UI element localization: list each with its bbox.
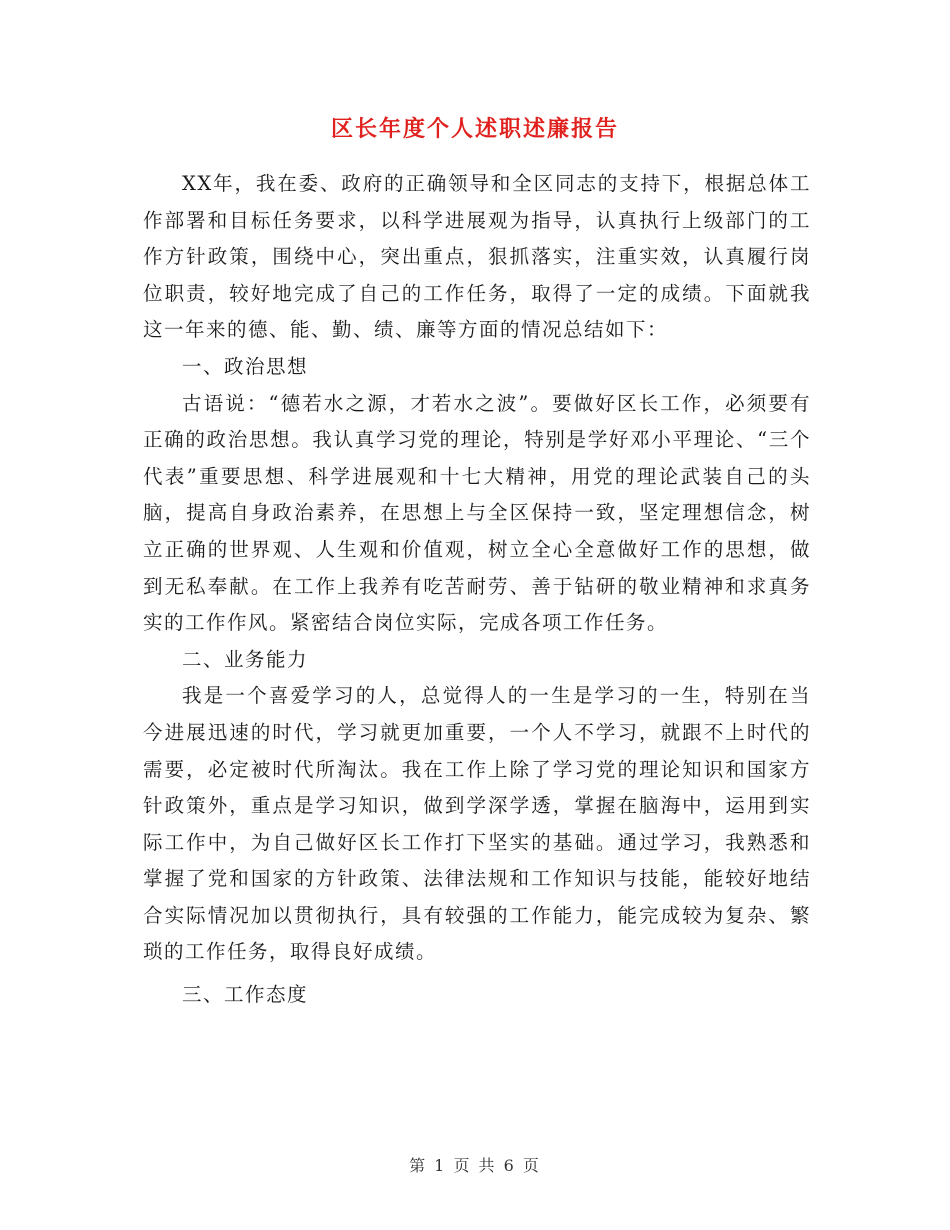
document-body xyxy=(143,166,811,1014)
page-number-footer: 第 1 页 共 6 页 xyxy=(409,1156,541,1175)
document-title: 区长年度个人述职述廉报告 xyxy=(330,116,619,142)
section-heading-ability: 二、业务能力 xyxy=(182,647,309,671)
intro-paragraph: XX年，我在委、政府的正确领导和全区同志的支持下，根据总体工作部署和目标任务要求，以科学进展观为指导，认真执行上级部门的工作方针政策，围绕中心，突出重点，狠抓落实，注重实效，认真履行岗位职责，较好地完成了自己的工作任务，取得了一定的成绩。下面就我这一年来的德、能、勤、绩、廉等方面的情况总结如下： xyxy=(143,172,811,342)
section-heading-politics: 一、政治思想 xyxy=(182,354,309,378)
section-heading-attitude: 三、工作态度 xyxy=(182,983,309,1007)
politics-paragraph: 古语说：“德若水之源，才若水之波”。要做好区长工作，必须要有正确的政治思想。我认真学习党的理论，特别是学好邓小平理论、“三个代表”重要思想、科学进展观和十七大精神，用党的理论武装自己的头脑，提高自身政治素养，在思想上与全区保持一致，坚定理想信念，树立正确的世界观、人生观和价值观，树立全心全意做好工作的思想，做到无私奉献。在工作上我养有吃苦耐劳、善于钻研的敬业精神和求真务实的工作作风。紧密结合岗位实际，完成各项工作任务。 xyxy=(143,391,811,635)
ability-paragraph: 我是一个喜爱学习的人，总觉得人的一生是学习的一生，特别在当今进展迅速的时代，学习就更加重要，一个人不学习，就跟不上时代的需要，必定被时代所淘汰。我在工作上除了学习党的理论知识和国家方针政策外，重点是学习知识，做到学深学透，掌握在脑海中，运用到实际工作中，为自己做好区长工作打下坚实的基础。通过学习，我熟悉和掌握了党和国家的方针政策、法律法规和工作知识与技能，能较好地结合实际情况加以贯彻执行，具有较强的工作能力，能完成较为复杂、繁琐的工作任务，取得良好成绩。 xyxy=(143,684,811,964)
